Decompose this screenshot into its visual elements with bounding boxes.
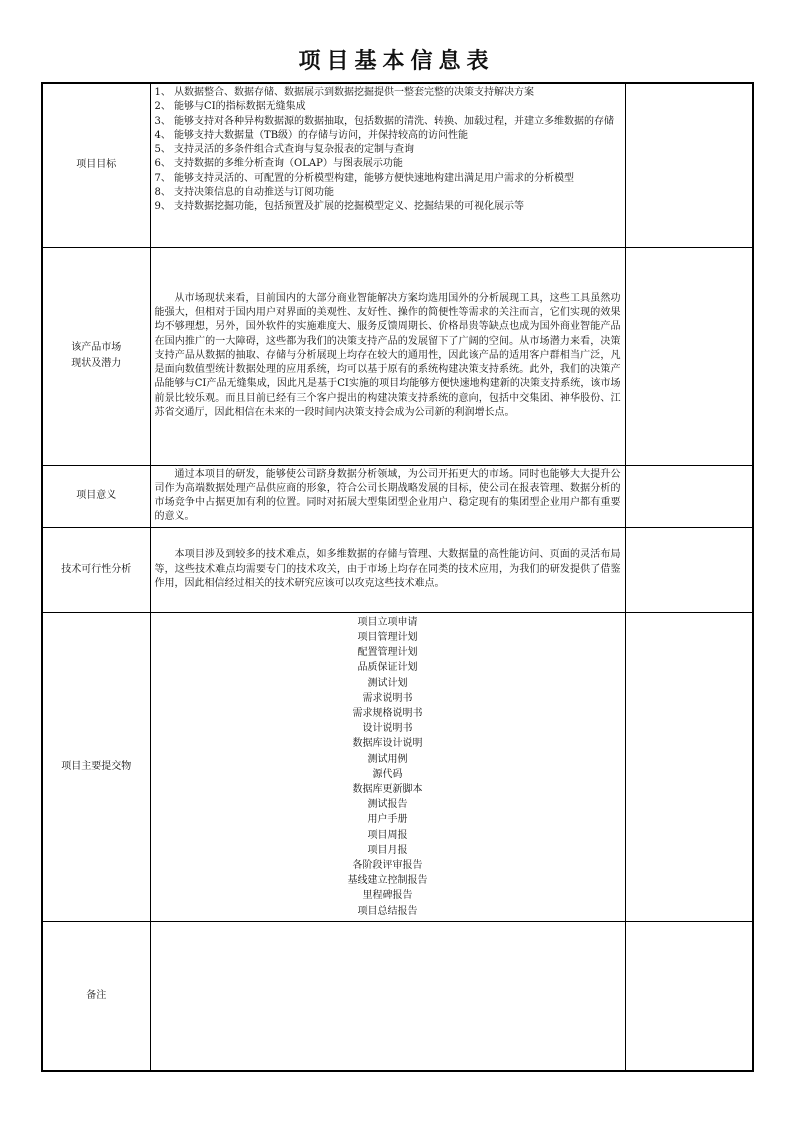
goals-label: 项目目标 xyxy=(42,83,150,247)
remarks-extra-cell xyxy=(625,921,753,1071)
deliverable-item: 需求规格说明书 xyxy=(352,707,423,719)
remarks-label: 备注 xyxy=(42,921,150,1071)
deliverable-item: 测试计划 xyxy=(367,677,408,689)
goals-extra-cell xyxy=(625,83,753,247)
significance-label: 项目意义 xyxy=(42,465,150,527)
deliverable-item: 基线建立控制报告 xyxy=(347,875,428,887)
deliverable-item: 里程碑报告 xyxy=(362,890,413,902)
deliverables-extra-cell xyxy=(625,612,753,921)
goal-item: 3、 能够支持对各种异构数据源的数据抽取，包括数据的清洗、转换、加载过程，并建立多维数据的存储 xyxy=(154,115,615,127)
deliverable-item: 测试报告 xyxy=(367,799,408,811)
goal-item: 5、 支持灵活的多条件组合式查询与复杂报表的定制与查询 xyxy=(154,144,415,156)
feasibility-label: 技术可行性分析 xyxy=(42,527,150,612)
deliverable-item: 用户手册 xyxy=(367,814,408,826)
deliverable-item: 需求说明书 xyxy=(362,692,413,704)
significance-text: 通过本项目的研发，能够使公司跻身数据分析领域，为公司开拓更大的市场。同时也能够大大提升公司作为高端数据处理产品供应商的形象，符合公司长期战略发展的目标，使公司在报表管理、数据分析的市场竞争中占据更加有利的位置。同时对拓展大型集团型企业用户、稳定现有的集团型企业用户都有重要的意义。 xyxy=(154,468,621,523)
deliverable-item: 配置管理计划 xyxy=(357,647,418,659)
page-title: 项目基本信息表 xyxy=(298,49,495,74)
deliverable-item: 项目总结报告 xyxy=(357,905,418,917)
feasibility-extra-cell xyxy=(625,527,753,612)
deliverable-item: 品质保证计划 xyxy=(357,662,418,674)
market-extra-cell xyxy=(625,247,753,465)
deliverable-item: 源代码 xyxy=(372,768,403,780)
deliverable-item: 各阶段评审报告 xyxy=(352,859,423,871)
remarks-content xyxy=(150,921,625,1071)
deliverables-content xyxy=(150,612,625,921)
significance-extra-cell xyxy=(625,465,753,527)
deliverable-item: 项目月报 xyxy=(367,844,408,856)
goals-content xyxy=(150,83,625,247)
goal-item: 6、 支持数据的多维分析查询（OLAP）与图表展示功能 xyxy=(154,158,403,170)
row-deliverables xyxy=(42,612,753,921)
goal-item: 7、 能够支持灵活的、可配置的分析模型构建，能够方便快速地构建出满足用户需求的分析模型 xyxy=(154,172,575,184)
goal-item: 1、 从数据整合、数据存储、数据展示到数据挖掘提供一整套完整的决策支持解决方案 xyxy=(154,87,535,98)
deliverable-item: 测试用例 xyxy=(367,753,408,765)
row-market xyxy=(42,247,753,465)
project-info-table xyxy=(41,82,754,1072)
deliverable-item: 设计说明书 xyxy=(362,723,413,735)
deliverable-item: 项目周报 xyxy=(367,829,408,841)
goal-item: 2、 能够与CI的指标数据无缝集成 xyxy=(154,101,306,113)
deliverable-item: 数据库设计说明 xyxy=(352,738,423,750)
deliverable-item: 项目立项申请 xyxy=(357,616,418,628)
deliverable-item: 数据库更新脚本 xyxy=(352,783,423,795)
market-text: 从市场现状来看，目前国内的大部分商业智能解决方案均选用国外的分析展现工具，这些工具虽然功能强大，但相对于国内用户对界面的美观性、友好性、操作的简便性等需求的关注而言，它们实现的效果均不够理想，另外，国外软件的实施难度大、服务反馈周期长、价格昂贵等缺点也成为国外商业智能产品在国内推广的一大障碍，这些都为我们的决策支持产品的发展留下了广阔的空间。从市场潜力来看，决策支持产品从数据的抽取、存储与分析展现上均存在较大的通用性，因此该产品的适用客户群相当广泛，凡是面向数值型统计数据处理的应用系统，均可以基于原有的系统构建决策支持系统。此外，我们的决策产品能够与CI产品无缝集成，因此凡是基于CI实施的项目均能够方便快速地构建新的决策支持系统，该市场前景比较乐观。而且目前已经有三个客户提出的构建决策支持系统的意向，包括中交集团、神华股份、江苏省交通厅，因此相信在未来的一段时间内决策支持会成为公司新的利润增长点。 xyxy=(154,292,621,419)
market-label-line2: 现状及潜力 xyxy=(71,358,122,369)
feasibility-content xyxy=(150,527,625,612)
deliverables-label: 项目主要提交物 xyxy=(42,612,150,921)
goal-item: 9、 支持数据挖掘功能，包括预置及扩展的挖掘模型定义、挖掘结果的可视化展示等 xyxy=(154,201,525,213)
significance-content xyxy=(150,465,625,527)
goal-item: 4、 能够支持大数据量（TB级）的存储与访问，并保持较高的访问性能 xyxy=(154,129,469,141)
market-label xyxy=(42,247,150,465)
row-feasibility xyxy=(42,527,753,612)
market-label-line1: 该产品市场 xyxy=(71,342,122,353)
feasibility-text: 本项目涉及到较多的技术难点，如多维数据的存储与管理、大数据量的高性能访问、页面的灵活布局等，这些技术难点均需要专门的技术攻关，由于市场上均存在同类的技术应用，为我们的研发提供了借鉴作用，因此相信经过相关的技术研究应该可以攻克这些技术难点。 xyxy=(154,549,621,589)
row-significance xyxy=(42,465,753,527)
market-content xyxy=(150,247,625,465)
deliverable-item: 项目管理计划 xyxy=(357,631,418,643)
row-goals xyxy=(42,83,753,247)
goal-item: 8、 支持决策信息的自动推送与订阅功能 xyxy=(154,187,335,199)
row-remarks xyxy=(42,921,753,1071)
